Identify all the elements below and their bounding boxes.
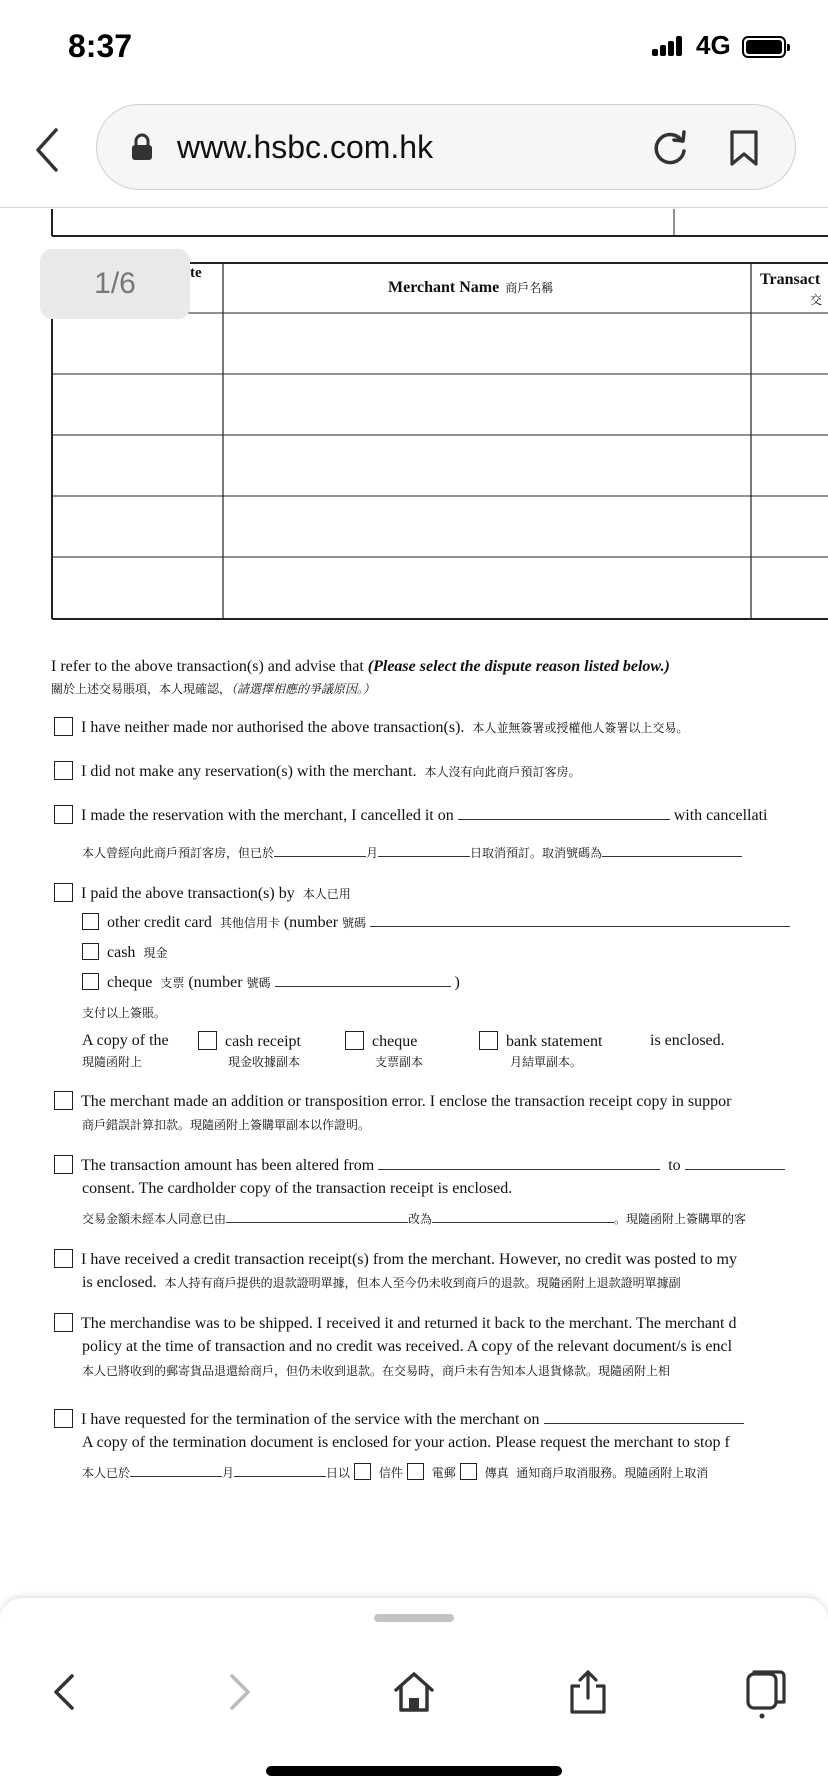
reason-service-terminated-en2: A copy of the termination document is enclosed for your action. Please request the merchant to stop f — [82, 1434, 730, 1451]
pdf-document[interactable] — [0, 209, 828, 1599]
payment-cash-checkbox[interactable] — [82, 943, 99, 960]
copy-bank-statement-checkbox[interactable] — [479, 1031, 498, 1050]
payment-credit-card-checkbox[interactable] — [82, 913, 99, 930]
reason-paid-cn: 本人已用 — [302, 887, 351, 901]
intro-instruction: (Please select the dispute reason listed below.) — [367, 658, 670, 675]
cancel-number-field[interactable] — [602, 843, 742, 857]
network-type: 4G — [696, 30, 731, 60]
status-bar — [0, 0, 828, 96]
copy-cash-receipt — [198, 1031, 301, 1052]
reason-cancelled-cn — [82, 843, 742, 863]
address-bar[interactable] — [96, 104, 796, 190]
transaction-column-header-cn: 交 — [810, 293, 823, 307]
notify-letter-checkbox[interactable] — [354, 1463, 371, 1480]
reason-credit-not-posted-cn: 本人持有商戶提供的退款證明單據，但本人至今仍未收到商戶的退款。現隨函附上退款證明單據副 — [164, 1276, 681, 1290]
transaction-column-header: Transact — [760, 271, 821, 288]
bookmark-icon[interactable] — [729, 129, 759, 167]
signal-icon — [652, 36, 688, 56]
reason-service-terminated-checkbox[interactable] — [54, 1409, 73, 1428]
reason-no-reservation-checkbox[interactable] — [54, 761, 73, 780]
cheque-close-paren: ) — [454, 974, 460, 991]
status-time: 8:37 — [68, 28, 133, 64]
altered-amount-cn-field[interactable] — [432, 1209, 614, 1223]
notify-fax-checkbox[interactable] — [460, 1463, 477, 1480]
amount-cn-to: 改為 — [408, 1212, 433, 1226]
reason-credit-not-posted-en2: is enclosed. — [82, 1274, 157, 1291]
copy-enclosed: is enclosed. — [650, 1032, 725, 1049]
payment-credit-card-number-label: (number — [283, 914, 339, 931]
payment-cash-en: cash — [107, 944, 136, 961]
reason-credit-not-posted — [54, 1249, 737, 1270]
payment-cheque-checkbox[interactable] — [82, 973, 99, 990]
reason-amount-altered-checkbox[interactable] — [54, 1155, 73, 1174]
browser-toolbar — [0, 1598, 828, 1792]
reason-cancelled-en: I made the reservation with the merchant, I cancelled it on — [81, 807, 454, 824]
back-icon[interactable] — [40, 1668, 88, 1716]
home-indicator — [266, 1766, 562, 1776]
altered-amount-field[interactable] — [685, 1156, 785, 1170]
copy-bank-statement-cn: 月結單副本。 — [510, 1055, 583, 1069]
reason-merchandise-returned — [54, 1313, 736, 1334]
reason-unauthorised-cn: 本人並無簽署或授權他人簽署以上交易。 — [472, 721, 689, 735]
toolbar-grabber[interactable] — [374, 1614, 454, 1622]
notify-email-checkbox[interactable] — [407, 1463, 424, 1480]
payment-cheque-cn: 支票 — [160, 976, 185, 990]
lock-icon — [131, 133, 153, 161]
copy-bank-statement-en: bank statement — [506, 1033, 603, 1050]
cancel-month-label: 月 — [366, 846, 379, 860]
date-column-header: te — [190, 265, 202, 281]
paid-cn: 支付以上簽賬。 — [82, 1006, 167, 1020]
reason-paid-en: I paid the above transaction(s) by — [81, 885, 295, 902]
original-amount-field[interactable] — [378, 1156, 660, 1170]
forward-icon[interactable] — [216, 1668, 264, 1716]
reason-paid-checkbox[interactable] — [54, 883, 73, 902]
intro-cn-instruction: （請選擇相應的爭議原因。） — [231, 682, 376, 696]
reason-no-reservation — [54, 761, 580, 782]
reason-amount-altered — [54, 1155, 785, 1176]
reason-credit-not-posted-line2 — [82, 1273, 681, 1293]
reason-service-terminated-cn — [82, 1463, 708, 1483]
cancel-date-field[interactable] — [458, 806, 670, 820]
notify-email-label: 電郵 — [431, 1466, 456, 1480]
amount-cn-from: 交易金額未經本人同意已由 — [82, 1212, 227, 1226]
amount-cn-enclosed: 。現隨函附上簽購單的客 — [614, 1212, 747, 1226]
copy-bank-statement — [479, 1031, 602, 1052]
copy-cheque-cn: 支票副本 — [375, 1055, 424, 1069]
termination-day-field[interactable] — [234, 1463, 326, 1477]
cheque-number-field[interactable] — [275, 973, 451, 987]
notify-fax-label: 傳真 — [484, 1466, 509, 1480]
termination-cn-b: 通知商戶取消服務。現隨函附上取消 — [516, 1466, 709, 1480]
termination-date-field[interactable] — [544, 1410, 744, 1424]
cancel-month-field[interactable] — [274, 843, 366, 857]
reason-credit-not-posted-checkbox[interactable] — [54, 1249, 73, 1268]
reason-service-terminated — [54, 1409, 744, 1430]
termination-cn-a: 本人已於 — [82, 1466, 131, 1480]
url-text: www.hsbc.com.hk — [177, 129, 434, 165]
intro-en — [51, 657, 670, 677]
reason-cancelled-tail: with cancellati — [673, 807, 768, 824]
copy-cash-receipt-checkbox[interactable] — [198, 1031, 217, 1050]
copy-cash-receipt-cn: 現金收據副本 — [228, 1055, 301, 1069]
reason-unauthorised-checkbox[interactable] — [54, 717, 73, 736]
termination-month-field[interactable] — [130, 1463, 222, 1477]
reason-unauthorised-en: I have neither made nor authorised the above transaction(s). — [81, 719, 465, 736]
share-icon[interactable] — [564, 1668, 612, 1716]
reason-cancelled-reservation — [54, 805, 767, 826]
reason-cancelled-checkbox[interactable] — [54, 805, 73, 824]
payment-option-cash — [82, 943, 167, 963]
merchant-header-cn: 商戶名稱 — [505, 281, 554, 295]
cancel-cn-text: 本人曾經向此商戶預訂客房，但已於 — [82, 846, 275, 860]
reason-addition-error-cn: 商戶錯誤計算扣款。現隨函附上簽購單副本以作證明。 — [82, 1118, 371, 1132]
payment-cheque-number-cn: 號碼 — [246, 976, 271, 990]
reason-no-reservation-en: I did not make any reservation(s) with the merchant. — [81, 763, 417, 780]
payment-cash-cn: 現金 — [143, 946, 168, 960]
home-icon[interactable] — [390, 1668, 438, 1716]
copy-cash-receipt-en: cash receipt — [225, 1033, 301, 1050]
reason-amount-altered-en: The transaction amount has been altered from — [81, 1157, 375, 1174]
reason-merchandise-returned-cn: 本人已將收到的郵寄貨品退還給商戶，但仍未收到退款。在交易時，商戶未有告知本人退貨條款。現隨函附上相 — [82, 1364, 671, 1378]
copy-cheque — [345, 1031, 417, 1052]
tabs-icon[interactable] — [740, 1668, 788, 1716]
copy-label-cn: 現隨函附上 — [82, 1055, 143, 1069]
reason-paid-otherwise — [54, 883, 351, 904]
payment-cheque-number-label: (number — [188, 974, 243, 991]
reason-merchandise-returned-en: The merchandise was to be shipped. I received it and returned it back to the merchant. The merchant d — [81, 1315, 737, 1332]
intro-cn-text: 關於上述交易賬項，本人現確認， — [51, 682, 232, 696]
cancel-day-field[interactable] — [378, 843, 470, 857]
payment-cheque-en: cheque — [107, 974, 153, 991]
reason-amount-altered-en2: consent. The cardholder copy of the transaction receipt is enclosed. — [82, 1180, 513, 1197]
reload-icon[interactable] — [649, 127, 691, 169]
payment-credit-card-en: other credit card — [107, 914, 212, 931]
payment-option-credit-card — [82, 913, 790, 933]
payment-option-cheque — [82, 973, 460, 993]
reason-addition-error-checkbox[interactable] — [54, 1091, 73, 1110]
reason-merchandise-returned-en2: policy at the time of transaction and no credit was received. A copy of the relevant document/s is encl — [82, 1338, 733, 1355]
payment-credit-card-number-cn: 號碼 — [342, 916, 367, 930]
battery-icon — [742, 36, 786, 58]
copy-cheque-en: cheque — [372, 1033, 418, 1050]
reason-amount-altered-cn — [82, 1209, 746, 1229]
reason-addition-error-en: The merchant made an addition or transposition error. I enclose the transaction receipt copy in suppor — [81, 1093, 732, 1110]
reason-credit-not-posted-en: I have received a credit transaction receipt(s) from the merchant. However, no credit was posted to my — [81, 1251, 737, 1268]
copy-cheque-checkbox[interactable] — [345, 1031, 364, 1050]
intro-cn — [51, 679, 375, 699]
page-indicator: 1/6 — [40, 249, 190, 319]
termination-month-label: 月 — [222, 1466, 235, 1480]
browser-header — [0, 96, 828, 208]
reason-unauthorised — [54, 717, 688, 738]
copy-label-en: A copy of the — [82, 1032, 169, 1049]
cancel-number-label: 日取消預訂。取消號碼為 — [470, 846, 603, 860]
termination-day-label: 日以 — [326, 1466, 351, 1480]
credit-card-number-field[interactable] — [370, 913, 790, 927]
notify-letter-label: 信件 — [378, 1466, 403, 1480]
payment-credit-card-cn: 其他信用卡 — [219, 916, 280, 930]
intro-text: I refer to the above transaction(s) and advise that — [51, 658, 364, 675]
amount-to-label: to — [668, 1157, 681, 1174]
back-chevron-icon[interactable] — [30, 124, 66, 176]
reason-merchandise-returned-checkbox[interactable] — [54, 1313, 73, 1332]
reason-service-terminated-en: I have requested for the termination of the service with the merchant on — [81, 1411, 540, 1428]
reason-no-reservation-cn: 本人沒有向此商戶預訂客房。 — [424, 765, 581, 779]
reason-addition-error — [54, 1091, 731, 1112]
original-amount-cn-field[interactable] — [226, 1209, 408, 1223]
merchant-column-header — [388, 279, 553, 297]
merchant-header-en: Merchant Name — [388, 279, 500, 296]
